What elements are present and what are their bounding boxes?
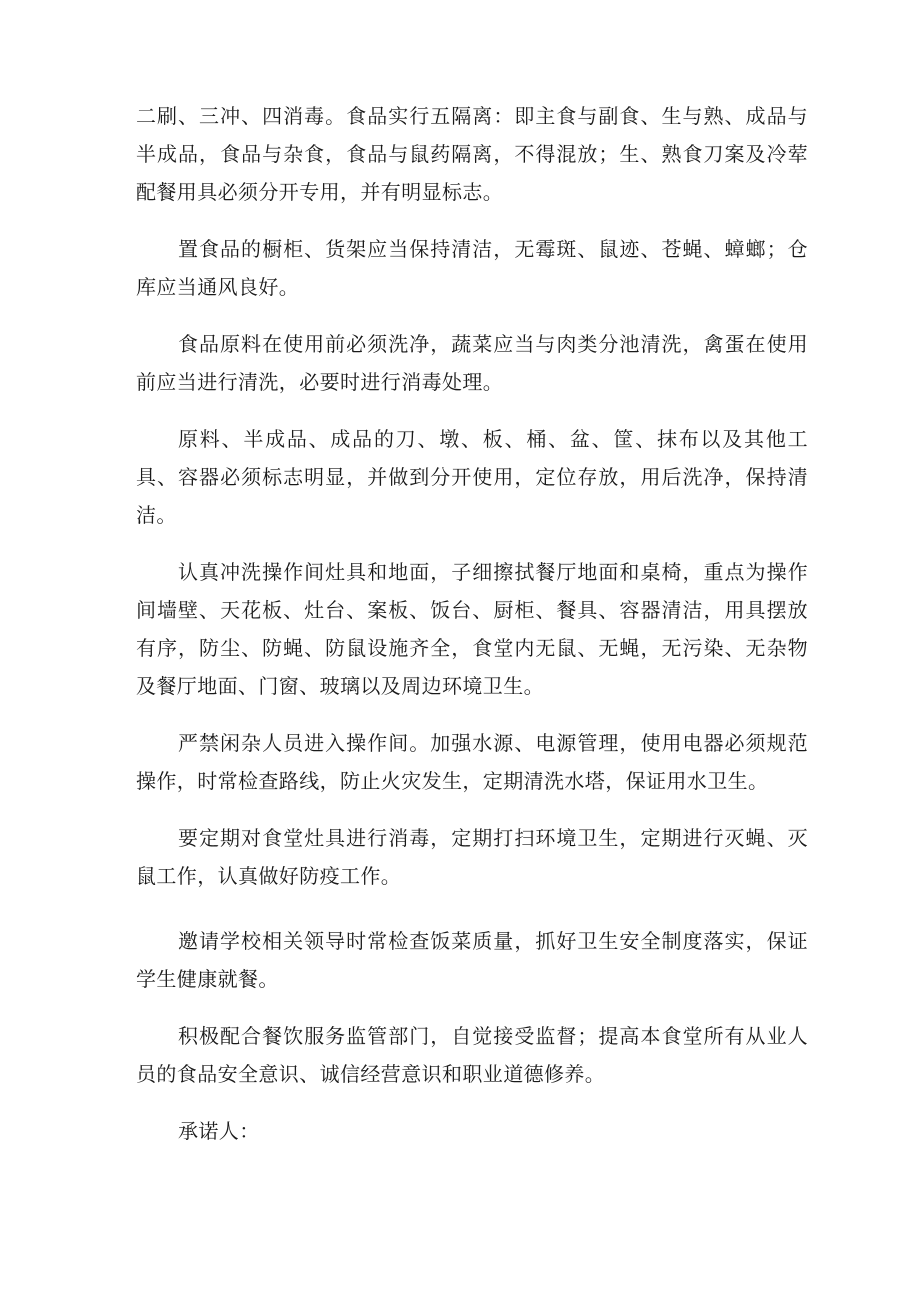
paragraph-disinfection: 要定期对食堂灶具进行消毒，定期打扫环境卫生，定期进行灭蝇、灭鼠工作，认真做好防疫工作。 bbox=[136, 826, 808, 888]
paragraph-continuation: 二刷、三冲、四消毒。食品实行五隔离：即主食与副食、生与熟、成品与半成品，食品与杂食，食品与鼠药隔离，不得混放；生、熟食刀案及冷荤配餐用具必须分开专用，并有明显标志。 bbox=[136, 104, 808, 204]
paragraph-tools: 原料、半成品、成品的刀、墩、板、桶、盆、筐、抹布以及其他工具、容器必须标志明显，并做到分开使用，定位存放，用后洗净，保持清洁。 bbox=[136, 427, 808, 527]
paragraph-safety: 严禁闲杂人员进入操作间。加强水源、电源管理，使用电器必须规范操作，时常检查路线，防止火灾发生，定期清洗水塔，保证用水卫生。 bbox=[136, 731, 808, 793]
paragraph-supervision: 积极配合餐饮服务监管部门，自觉接受监督；提高本食堂所有从业人员的食品安全意识、诚信经营意识和职业道德修养。 bbox=[136, 1024, 808, 1086]
signature-label: 承诺人： bbox=[178, 1119, 260, 1143]
document-body bbox=[136, 97, 808, 1150]
paragraph-cleaning: 认真冲洗操作间灶具和地面，子细擦拭餐厅地面和桌椅，重点为操作间墙壁、天花板、灶台、案板、饭台、厨柜、餐具、容器清洁，用具摆放有序，防尘、防蝇、防鼠设施齐全，食堂内无鼠、无蝇，无污染、无杂物及餐厅地面、门窗、玻璃以及周边环境卫生。 bbox=[136, 560, 808, 698]
paragraph-washing: 食品原料在使用前必须洗净，蔬菜应当与肉类分池清洗，禽蛋在使用前应当进行清洗，必要时进行消毒处理。 bbox=[136, 332, 808, 394]
paragraph-inspection: 邀请学校相关领导时常检查饭菜质量，抓好卫生安全制度落实，保证学生健康就餐。 bbox=[136, 929, 808, 991]
paragraph-storage: 置食品的橱柜、货架应当保持清洁，无霉斑、鼠迹、苍蝇、蟑螂；仓库应当通风良好。 bbox=[136, 237, 808, 299]
